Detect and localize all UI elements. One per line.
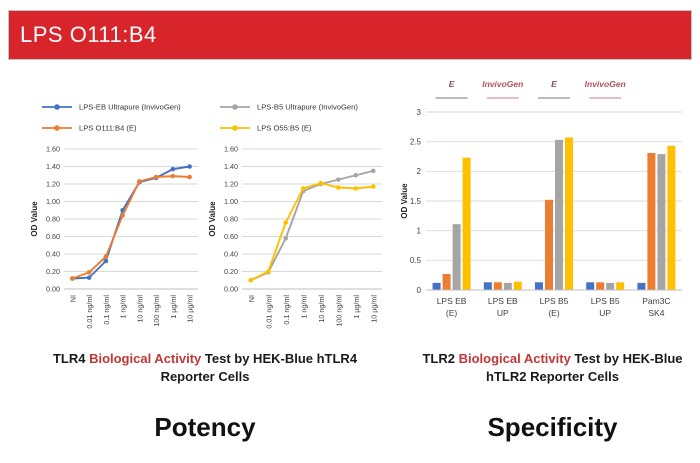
caption-tlr2-prefix: TLR2 bbox=[422, 351, 459, 366]
x-category-label: (E) bbox=[548, 308, 560, 318]
data-point bbox=[318, 181, 323, 186]
legend-label: LPS O55:B5 (E) bbox=[257, 123, 312, 133]
x-category-label: LPS B5 bbox=[590, 296, 620, 306]
page-title: LPS O111:B4 bbox=[20, 22, 157, 47]
data-point bbox=[371, 169, 376, 174]
data-point bbox=[187, 175, 192, 180]
bar-gray bbox=[657, 154, 665, 290]
legend-dot-marker bbox=[54, 104, 60, 110]
caption-tlr2-highlight: Biological Activity bbox=[458, 351, 571, 366]
legend-dot-marker bbox=[232, 104, 238, 110]
x-tick-label: 10 ng/ml bbox=[316, 295, 326, 323]
data-point bbox=[336, 177, 341, 182]
data-point bbox=[301, 186, 306, 191]
caption-tlr4-suffix: Test by HEK-Blue hTLR4 Reporter Cells bbox=[160, 351, 358, 384]
x-tick-label: NI bbox=[68, 295, 78, 303]
data-point bbox=[336, 185, 341, 190]
annotation-label: InvivoGen bbox=[584, 79, 626, 89]
caption-tlr2 bbox=[415, 350, 690, 385]
legend-label: LPS-EB Ultrapure (InvivoGen) bbox=[79, 102, 181, 112]
annotation-label: InvivoGen bbox=[482, 79, 524, 89]
section-label-potency: Potency bbox=[154, 412, 256, 442]
bar-gray bbox=[504, 283, 512, 290]
x-category-label: (E) bbox=[445, 308, 458, 318]
line-chart-svg bbox=[206, 95, 392, 345]
bar-yellow bbox=[463, 158, 471, 290]
svg-text:0.00: 0.00 bbox=[224, 284, 238, 294]
x-tick-label: 0.1 ng/ml bbox=[281, 295, 291, 325]
data-point bbox=[248, 278, 253, 283]
annotation-label: E bbox=[448, 79, 455, 89]
svg-text:1.40: 1.40 bbox=[46, 162, 60, 171]
x-category-label: UP bbox=[496, 308, 509, 318]
svg-text:1.60: 1.60 bbox=[46, 144, 60, 154]
bar-orange bbox=[596, 282, 604, 290]
x-tick-label: 1 ng/ml bbox=[299, 295, 309, 319]
svg-text:0: 0 bbox=[416, 285, 421, 295]
svg-text:1.00: 1.00 bbox=[224, 197, 238, 206]
data-point bbox=[70, 276, 75, 281]
data-point bbox=[283, 220, 288, 225]
data-point bbox=[353, 186, 358, 191]
data-point bbox=[283, 236, 288, 241]
x-category-label: LPS B5 bbox=[539, 296, 569, 306]
annotation-label: E bbox=[551, 79, 557, 89]
data-line bbox=[72, 167, 189, 279]
svg-text:2: 2 bbox=[416, 167, 421, 177]
data-line bbox=[72, 176, 189, 278]
bar-blue bbox=[433, 283, 441, 290]
x-tick-label: 0.01 ng/ml bbox=[264, 295, 274, 329]
data-point bbox=[371, 184, 376, 189]
x-tick-label: 1 µg/ml bbox=[168, 295, 178, 319]
x-tick-label: 100 ng/ml bbox=[334, 295, 344, 327]
bar-orange bbox=[647, 153, 655, 290]
bar-blue bbox=[535, 282, 543, 290]
bar-gray bbox=[606, 283, 614, 290]
x-tick-label: NI bbox=[246, 295, 256, 303]
bar-yellow bbox=[565, 138, 573, 290]
legend-dot-marker bbox=[232, 125, 238, 131]
svg-text:0.80: 0.80 bbox=[46, 214, 60, 224]
svg-text:1.00: 1.00 bbox=[46, 197, 60, 206]
bar-gray bbox=[453, 224, 461, 290]
line-chart-svg bbox=[28, 95, 208, 345]
svg-text:0.00: 0.00 bbox=[46, 284, 60, 294]
data-point bbox=[266, 269, 271, 274]
x-category-label: LPS EB bbox=[487, 296, 518, 306]
svg-text:1.20: 1.20 bbox=[224, 179, 238, 189]
data-point bbox=[353, 173, 358, 178]
caption-tlr4-highlight: Biological Activity bbox=[89, 351, 202, 366]
svg-text:0.20: 0.20 bbox=[46, 267, 60, 276]
svg-text:1: 1 bbox=[416, 226, 421, 236]
x-tick-label: 0.01 ng/ml bbox=[85, 295, 95, 329]
svg-text:0.40: 0.40 bbox=[224, 249, 238, 259]
bar-orange bbox=[443, 274, 451, 290]
y-axis-label: OD Value bbox=[400, 183, 409, 219]
caption-tlr4-prefix: TLR4 bbox=[52, 351, 90, 366]
data-point bbox=[120, 213, 125, 218]
svg-text:1.20: 1.20 bbox=[46, 179, 60, 189]
x-tick-label: 100 ng/ml bbox=[152, 295, 162, 327]
svg-text:0.40: 0.40 bbox=[46, 249, 60, 259]
bar-blue bbox=[637, 283, 645, 290]
legend-label: LPS O111:B4 (E) bbox=[79, 123, 137, 133]
y-axis-label: OD Value bbox=[30, 201, 39, 237]
svg-text:1.40: 1.40 bbox=[224, 162, 238, 171]
svg-text:0.60: 0.60 bbox=[46, 232, 60, 241]
tlr2-bar-chart bbox=[398, 72, 694, 338]
data-point bbox=[137, 179, 142, 184]
tlr4-line-chart-lps-eb bbox=[28, 95, 208, 345]
bar-blue bbox=[484, 282, 492, 290]
x-tick-label: 10 µg/ml bbox=[369, 295, 379, 323]
x-tick-label: 1 µg/ml bbox=[351, 295, 361, 319]
x-category-label: LPS EB bbox=[436, 296, 467, 306]
data-point bbox=[87, 275, 92, 280]
data-point bbox=[171, 167, 176, 172]
svg-text:1.5: 1.5 bbox=[409, 196, 421, 206]
svg-text:1.60: 1.60 bbox=[224, 144, 238, 154]
y-axis-label: OD Value bbox=[208, 201, 217, 237]
bar-chart-svg bbox=[398, 72, 694, 338]
bar-gray bbox=[555, 140, 563, 290]
bar-yellow bbox=[514, 282, 522, 290]
x-tick-label: 10 µg/ml bbox=[185, 295, 195, 323]
bar-yellow bbox=[667, 146, 675, 290]
bar-orange bbox=[494, 282, 502, 290]
caption-tlr2-suffix: Test by HEK-Blue hTLR2 Reporter Cells bbox=[486, 351, 683, 384]
data-point bbox=[87, 270, 92, 275]
data-line bbox=[251, 183, 374, 280]
legend-label: LPS-B5 Ultrapure (InvivoGen) bbox=[257, 102, 358, 112]
bar-orange bbox=[545, 200, 553, 290]
svg-text:0.20: 0.20 bbox=[224, 267, 238, 276]
x-category-label: Pam3C bbox=[642, 296, 671, 306]
x-tick-label: 0.1 ng/ml bbox=[101, 295, 111, 325]
x-category-label: SK4 bbox=[648, 308, 665, 318]
svg-text:0.60: 0.60 bbox=[224, 232, 238, 241]
data-point bbox=[104, 254, 109, 259]
header-bar bbox=[8, 10, 692, 60]
svg-text:2.5: 2.5 bbox=[409, 137, 421, 147]
data-point bbox=[171, 174, 176, 179]
data-point bbox=[154, 175, 159, 180]
x-tick-label: 1 ng/ml bbox=[118, 295, 128, 319]
tlr4-line-chart-lps-b5 bbox=[206, 95, 392, 345]
svg-text:0.5: 0.5 bbox=[409, 256, 421, 266]
bar-blue bbox=[586, 282, 594, 290]
legend-dot-marker bbox=[54, 125, 60, 131]
data-point bbox=[187, 164, 192, 169]
x-category-label: UP bbox=[599, 308, 612, 318]
bar-yellow bbox=[616, 282, 624, 290]
x-tick-label: 10 ng/ml bbox=[135, 295, 145, 323]
svg-text:0.80: 0.80 bbox=[224, 214, 238, 224]
section-label-specificity: Specificity bbox=[487, 412, 618, 442]
svg-text:3: 3 bbox=[416, 107, 421, 117]
caption-tlr4 bbox=[45, 350, 365, 385]
